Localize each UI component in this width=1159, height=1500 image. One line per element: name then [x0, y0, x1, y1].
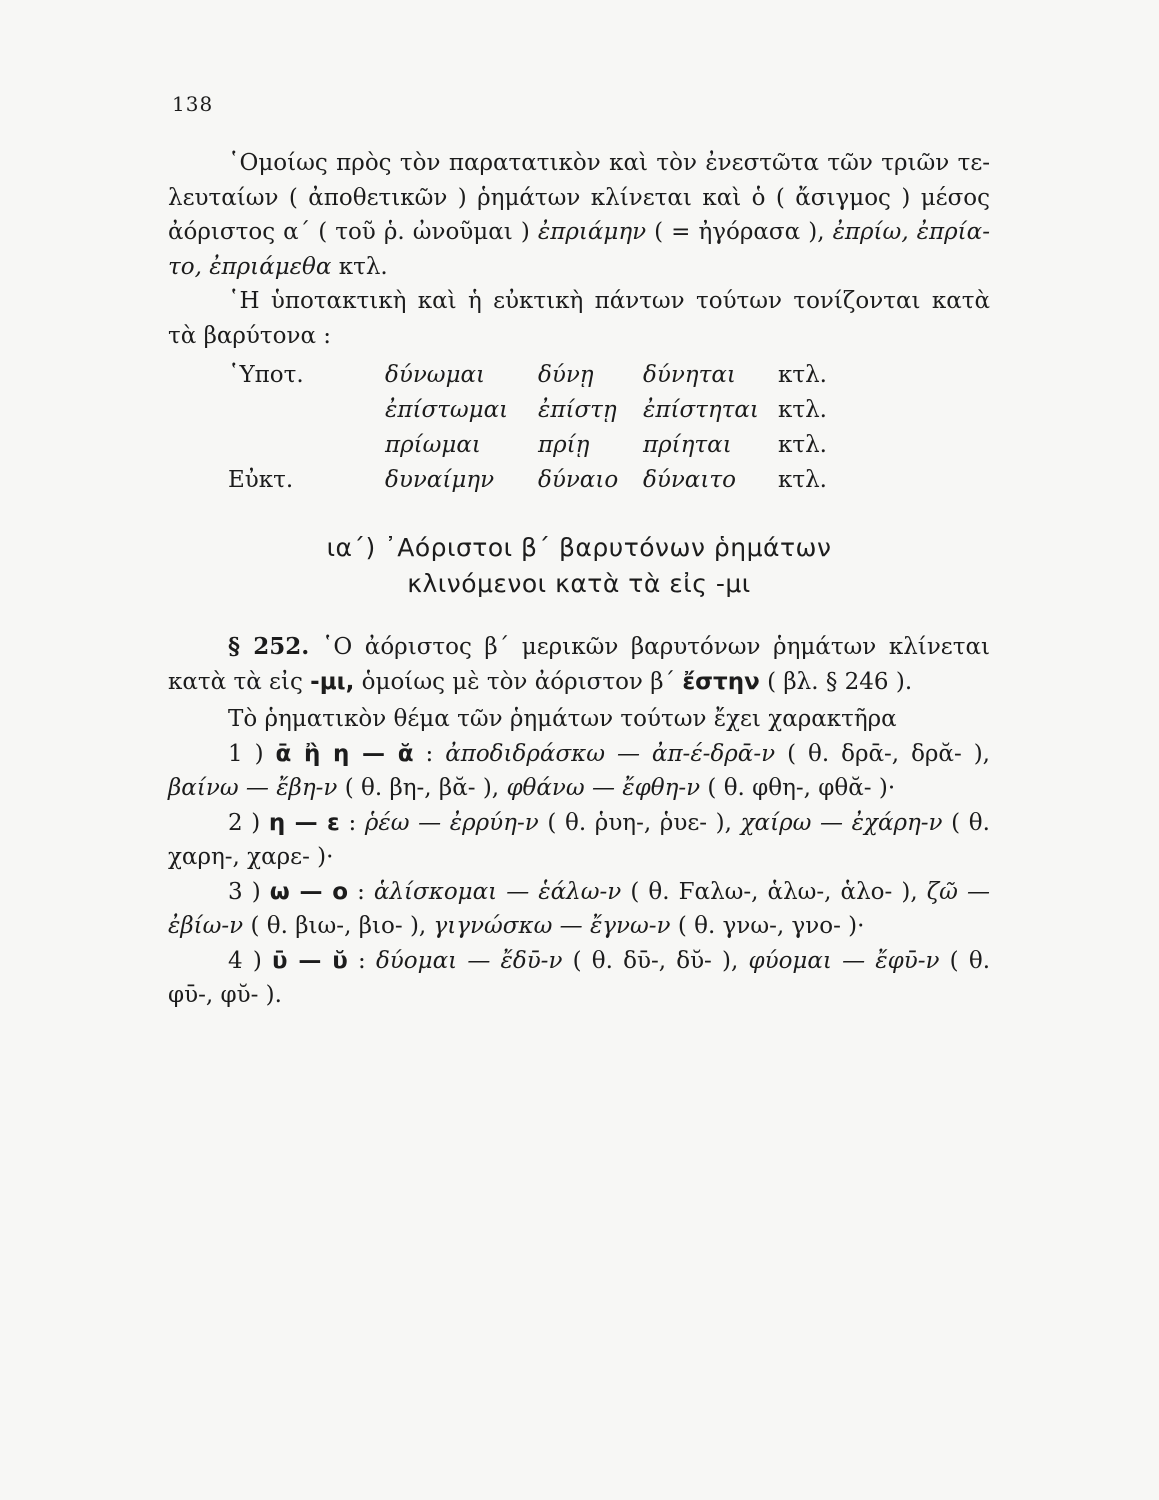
- text: ( θ. ῥυη-, ῥυε- ),: [538, 809, 741, 836]
- italic-text: ἐπρίω, ἐπρία-το, ἐπριάμεθα: [168, 219, 990, 280]
- text: ὁμοίως μὲ τὸν ἀόριστον β΄: [354, 668, 683, 695]
- bold-text: ᾱ ἢ η — ᾰ: [275, 740, 414, 767]
- italic-text: ῥέω — ἐρρύη-ν: [364, 809, 539, 836]
- italic-text: ἐπριάμην: [537, 219, 647, 245]
- item-number: 1 ): [228, 740, 276, 767]
- text: ( = ἠγόρασα ),: [646, 219, 833, 245]
- form-1: ἐπίστωμαι: [385, 397, 509, 423]
- text: ( θ. Ϝαλω-, ἁλω-, ἁλο- ),: [621, 878, 927, 905]
- italic-text: ἀποδιδράσκω — ἀπ-έ-δρᾱ-ν: [445, 740, 776, 767]
- form-3: πρίηται: [643, 432, 732, 458]
- bold-text: -μι,: [310, 668, 355, 695]
- text: ( θ. φῡ-, φῠ- ).: [168, 947, 991, 1008]
- etc-label: κτλ.: [778, 397, 827, 423]
- text: :: [339, 809, 365, 836]
- form-2: δύναιο: [538, 467, 619, 493]
- form-1: πρίωμαι: [385, 432, 481, 458]
- paragraph-section-252: [168, 630, 990, 699]
- section-heading-line-1: ια΄) ᾿Αόριστοι β΄ βαρυτόνων ῥημάτων: [326, 533, 832, 562]
- etc-label: κτλ.: [778, 467, 827, 493]
- paragraph-aorist-middle: [168, 146, 990, 284]
- text: ( θ. δῡ-, δῠ- ),: [562, 947, 749, 974]
- bold-text: ω — ο: [269, 878, 349, 905]
- italic-text: φύομαι — ἔφῡ-ν: [748, 947, 940, 974]
- paragraph-accent-rule: ῾Η ὑποτακτικὴ καὶ ἡ εὐκτικὴ πάντων τούτων τονίζονται κατὰ τὰ βαρύτονα :: [168, 288, 990, 349]
- page-number: 138: [172, 92, 214, 116]
- italic-text: γιγνώσκω — ἔγνω-ν: [433, 913, 671, 939]
- form-3: δύναιτο: [643, 467, 736, 493]
- text: ( θ. βη-, βᾰ- ),: [337, 775, 507, 801]
- section-heading-line-2: κλινόμενοι κατὰ τὰ εἰς -μι: [407, 569, 751, 598]
- italic-text: φθάνω — ἔφθη-ν: [506, 775, 701, 801]
- form-3: ἐπίστηται: [643, 397, 759, 423]
- italic-text: ζῶ — ἐβίω-ν: [168, 878, 990, 939]
- mood-label: Εὐκτ.: [228, 467, 294, 493]
- form-2: δύνῃ: [538, 362, 594, 388]
- example-3: [168, 875, 990, 944]
- text: :: [413, 740, 446, 767]
- form-3: δύνηται: [643, 362, 736, 388]
- form-2: πρίῃ: [538, 432, 590, 458]
- bold-text: ῡ — ῠ: [271, 947, 348, 974]
- text: ( θ. δρᾱ-, δρᾰ- ),: [775, 740, 990, 767]
- bold-text: ἔστην: [682, 668, 760, 695]
- section-heading: [168, 530, 990, 602]
- form-1: δύνωμαι: [385, 362, 486, 388]
- etc-label: κτλ.: [778, 362, 827, 388]
- text: ( θ. βιω-, βιο- ),: [243, 913, 434, 939]
- text: ( βλ. § 246 ).: [759, 668, 913, 695]
- text: :: [348, 878, 374, 905]
- text: ῾Ο ἀόριστος β΄ μερικῶν βαρυτόνων ῥημάτων κλίνεται κατὰ τὰ εἰς: [168, 634, 990, 695]
- paragraph-stem-characters: [168, 702, 990, 1013]
- intro-line: Τὸ ῥηματικὸν θέμα τῶν ῥημάτων τούτων ἔχει χαρακτῆρα: [228, 706, 897, 732]
- text: κτλ.: [331, 253, 388, 280]
- example-2: [168, 806, 990, 875]
- text: ( θ. γνω-, γνο- )·: [670, 913, 865, 939]
- text: ( θ. φθη-, φθᾰ- )·: [700, 775, 896, 801]
- italic-text: ἁλίσκομαι — ἑάλω-ν: [373, 878, 622, 905]
- form-2: ἐπίστῃ: [538, 397, 617, 423]
- bold-text: η — ε: [268, 809, 340, 836]
- example-1: [168, 737, 990, 806]
- text: ( θ. χαρη-, χαρε- )·: [168, 809, 990, 870]
- item-number: 2 ): [228, 809, 269, 836]
- item-number: 4 ): [228, 947, 272, 974]
- etc-label: κτλ.: [778, 432, 827, 458]
- example-4: [168, 944, 990, 1013]
- italic-text: βαίνω — ἔβη-ν: [168, 775, 338, 801]
- form-1: δυναίμην: [385, 467, 495, 493]
- section-number: § 252.: [228, 633, 310, 660]
- italic-text: χαίρω — ἐχάρη-ν: [740, 809, 943, 836]
- item-number: 3 ): [228, 878, 270, 905]
- mood-label: ῾Υποτ.: [228, 362, 304, 388]
- text: :: [347, 947, 376, 974]
- text: ῾Ομοίως πρὸς τὸν παρατατικὸν καὶ τὸν ἐνεστῶτα τῶν τριῶν τε-λευταίων ( ἀποθετικῶν ) ῥημάτων κλίνεται καὶ ὁ ( ἄσιγμος ) μέσος ἀόριστος α΄ ( τοῦ ῥ. ὠνοῦμαι ): [168, 150, 990, 245]
- italic-text: δύομαι — ἔδῡ-ν: [375, 947, 563, 974]
